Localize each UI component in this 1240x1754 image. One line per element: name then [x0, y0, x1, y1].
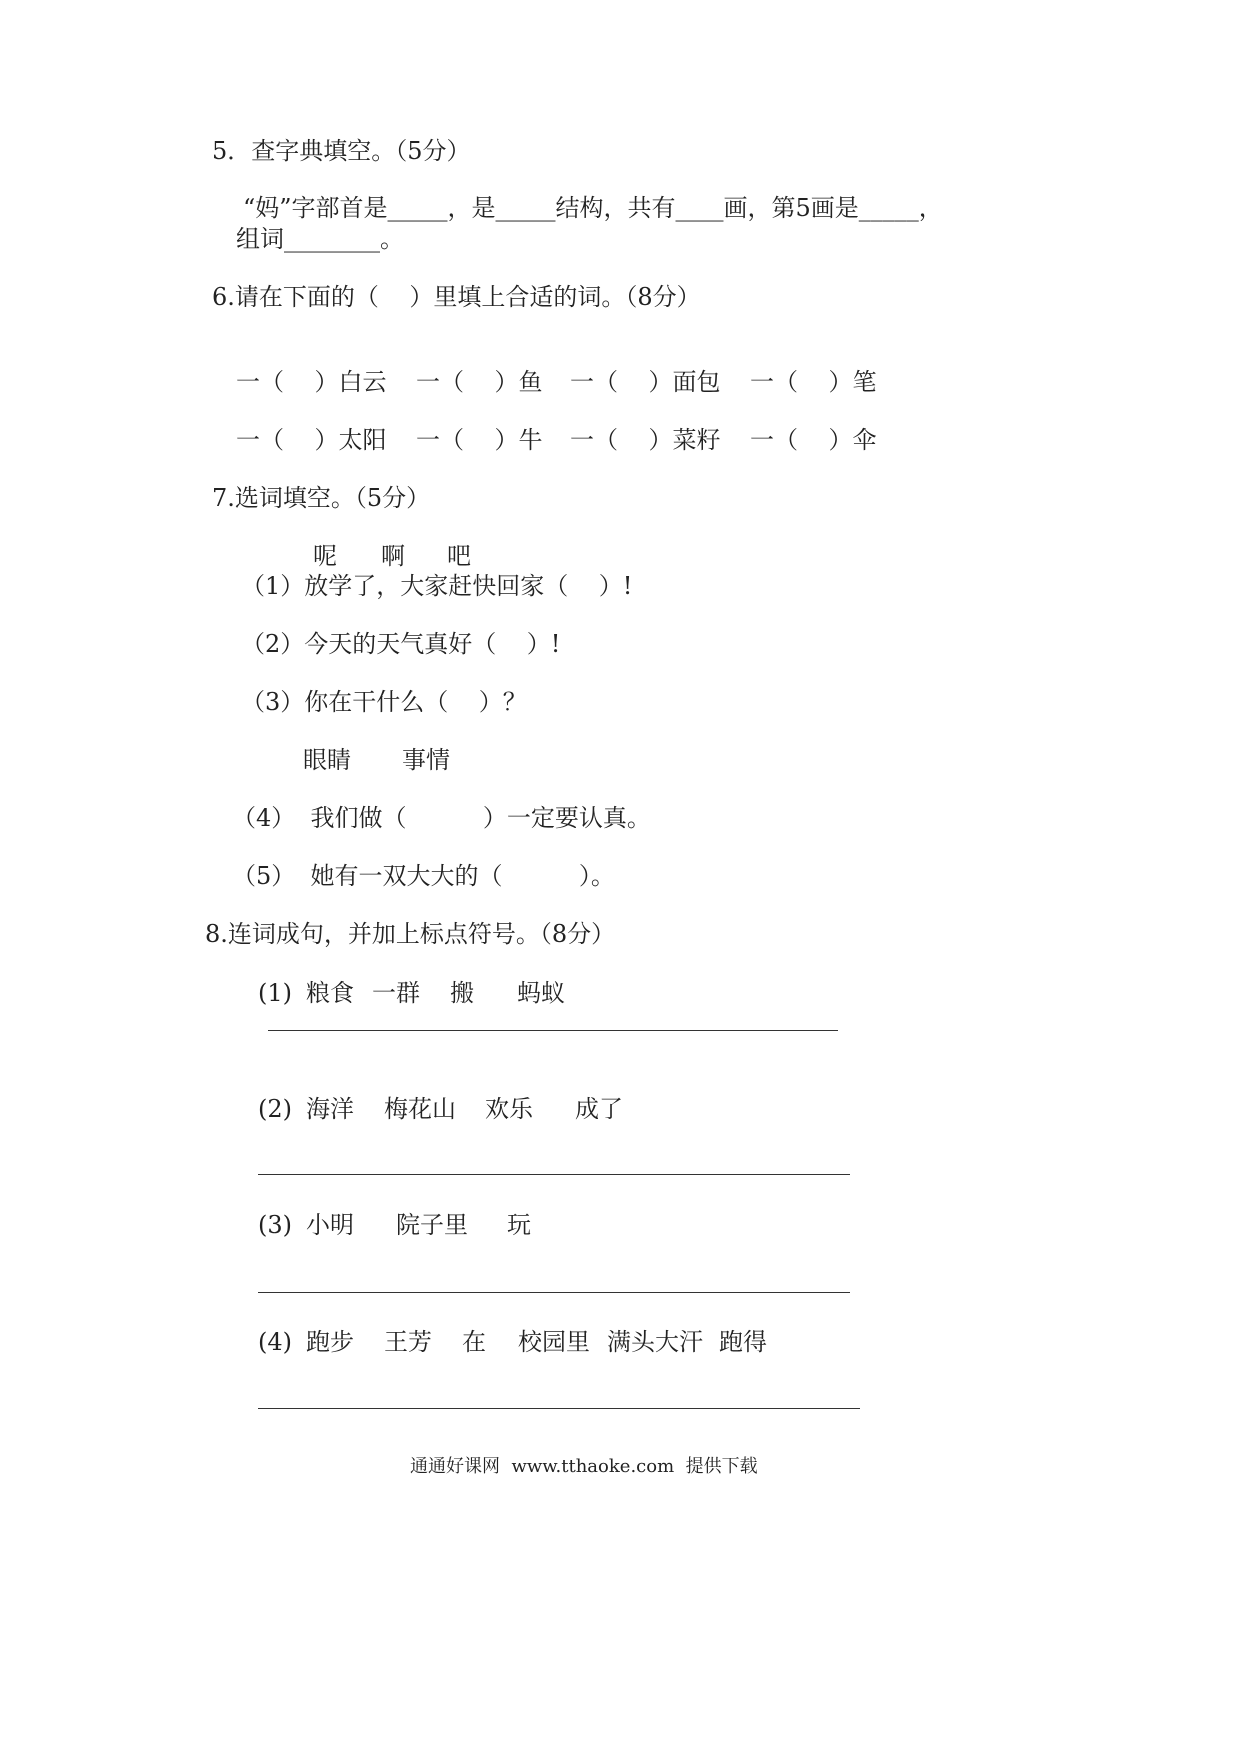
q5-line2: 组词________。: [236, 225, 404, 253]
q8-word: 跑步: [306, 1328, 354, 1356]
q7-item: （3）你在干什么（ ）？: [241, 688, 527, 716]
q8-word: 院子里: [396, 1211, 468, 1239]
q6-item: 一（ ）牛: [416, 426, 543, 454]
q8-word: 海洋: [306, 1095, 354, 1123]
q8-word: 蚂蚁: [517, 979, 565, 1007]
q8-word: 小明: [306, 1211, 354, 1239]
q8-title: 8.连词成句，并加上标点符号。（8分）: [205, 920, 616, 948]
answer-line: [258, 1174, 850, 1175]
q8-word: 校园里: [518, 1328, 590, 1356]
q8-word: 一群: [372, 979, 420, 1007]
q6-item: 一（ ）菜籽: [570, 426, 721, 454]
q7-word-choice: 眼睛: [303, 746, 351, 774]
q7-item: （2）今天的天气真好（ ）!: [241, 630, 561, 658]
q7-word-choice: 呢: [313, 542, 337, 570]
q6-item: 一（ ）太阳: [236, 426, 387, 454]
q8-word: 玩: [507, 1211, 531, 1239]
q8-item-number: (2): [258, 1095, 292, 1123]
answer-line: [258, 1408, 860, 1409]
q6-item: 一（ ）面包: [570, 368, 721, 396]
q8-word: 跑得: [719, 1328, 767, 1356]
q7-word-choice: 啊: [381, 542, 405, 570]
q7-item: （1）放学了，大家赶快回家（ ）!: [241, 572, 633, 600]
q8-item-number: (3): [258, 1211, 292, 1239]
q6-item: 一（ ）笔: [750, 368, 877, 396]
q7-title: 7.选词填空。（5分）: [212, 484, 431, 512]
answer-line: [268, 1030, 838, 1031]
q8-item-number: (4): [258, 1328, 292, 1356]
q5-line1: “妈”字部首是_____，是_____结构，共有____画，第5画是_____，: [243, 194, 943, 222]
q6-title: 6.请在下面的（ ）里填上合适的词。（8分）: [212, 283, 701, 311]
q8-word: 梅花山: [384, 1095, 456, 1123]
q7-item: （4） 我们做（ ）一定要认真。: [232, 804, 651, 832]
q8-word: 王芳: [384, 1328, 432, 1356]
q7-item: （5） 她有一双大大的（ ）。: [232, 862, 615, 890]
q7-word-choice: 事情: [402, 746, 450, 774]
q7-word-choice: 吧: [447, 542, 471, 570]
q8-word: 欢乐: [485, 1095, 533, 1123]
q8-item-number: (1): [258, 979, 292, 1007]
q8-word: 搬: [450, 979, 474, 1007]
q8-word: 成了: [575, 1095, 623, 1123]
q5-title: 5．查字典填空。（5分）: [212, 137, 471, 165]
q6-item: 一（ ）白云: [236, 368, 387, 396]
q6-item: 一（ ）伞: [750, 426, 877, 454]
q8-word: 粮食: [306, 979, 354, 1007]
q8-word: 在: [462, 1328, 486, 1356]
q6-item: 一（ ）鱼: [416, 368, 543, 396]
footer-text: 通通好课网 www.tthaoke.com 提供下载: [410, 1456, 758, 1477]
q8-word: 满头大汗: [607, 1328, 703, 1356]
answer-line: [258, 1292, 850, 1293]
